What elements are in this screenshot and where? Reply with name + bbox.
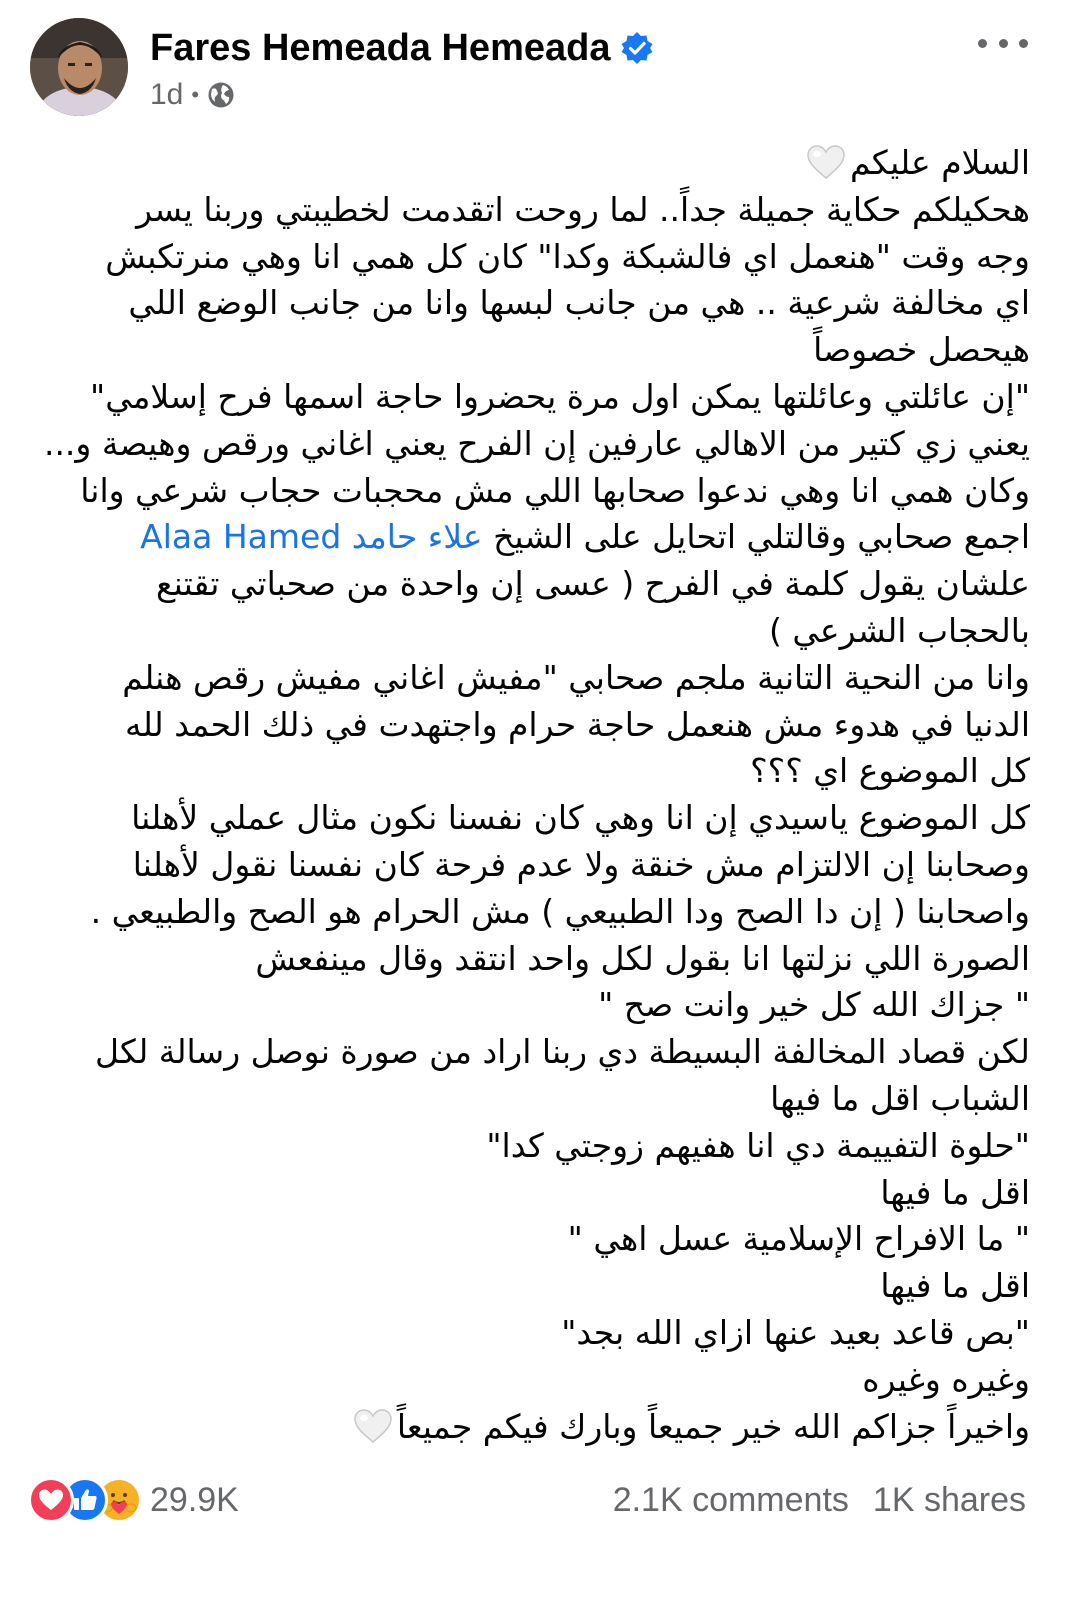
- more-dot: [978, 39, 987, 48]
- post-line: واصحابنا ( إن دا الصح ودا الطبيعي ) مش الحرام هو الصح والطبيعي .: [90, 891, 1030, 931]
- white-heart-emoji-icon: [353, 1408, 393, 1444]
- post-line: اقل ما فيها: [880, 1172, 1030, 1212]
- author-row: [150, 22, 654, 74]
- engagement-stats: [613, 1474, 1026, 1526]
- post-line: بالحجاب الشرعي ): [769, 610, 1030, 650]
- post-line: هحكيلكم حكاية جميلة جداً.. لما روحت اتقدمت لخطيبتي وربنا يسر: [136, 189, 1030, 229]
- avatar-photo: [30, 18, 128, 116]
- author-avatar[interactable]: [30, 18, 128, 116]
- post-line: لكن قصاد المخالفة البسيطة دي ربنا اراد من صورة نوصل رسالة لكل: [95, 1032, 1030, 1072]
- post-line: يعني زي كتير من الاهالي عارفين إن الفرح يعني اغاني ورقص وهيصة و...: [43, 423, 1030, 463]
- post-line: " جزاك الله كل خير وانت صح ": [598, 985, 1030, 1025]
- post-line: اي مخالفة شرعية .. هي من جانب لبسها وانا من جانب الوضع اللي: [128, 283, 1030, 323]
- post-time[interactable]: 1d: [150, 78, 184, 111]
- post-line: وغيره وغيره: [862, 1359, 1030, 1399]
- post-line: علشان يقول كلمة في الفرح ( عسى إن واحدة من صحباتي تقتنع: [156, 564, 1030, 604]
- more-dot: [999, 39, 1008, 48]
- post-line: كل الموضوع ياسيدي إن انا وهي كان نفسنا نكون مثال عملي لأهلنا: [131, 798, 1030, 838]
- post-line: الصورة اللي نزلتها انا بقول لكل واحد انتقد وقال مينفعش: [255, 938, 1030, 978]
- post-line: الدنيا في هدوء مش هنعمل حاجة حرام واجتهدت في ذلك الحمد لله: [125, 704, 1030, 744]
- post-line: واخيراً جزاكم الله خير جميعاً وبارك فيكم جميعاً: [40, 1404, 1030, 1451]
- post-line: " ما الافراح الإسلامية عسل اهي ": [567, 1219, 1030, 1259]
- post-line: اجمع صحابي وقالتلي اتحايل على الشيخ علاء حامد Alaa Hamed: [140, 517, 1030, 557]
- post-line: وجه وقت "هنعمل اي فالشبكة وكدا" كان كل همي انا وهي منرتكبش: [105, 236, 1030, 276]
- mention-link[interactable]: علاء حامد Alaa Hamed: [140, 517, 483, 557]
- post-line: "بص قاعد بعيد عنها ازاي الله بجد": [561, 1312, 1030, 1352]
- more-options-icon[interactable]: [978, 28, 1028, 58]
- post-line: وانا من النحية التانية ملجم صحابي "مفيش اغاني مفيش رقص هنلم: [122, 657, 1030, 697]
- love-reaction-icon: [28, 1477, 74, 1523]
- comments-count[interactable]: 2.1K comments: [612, 1480, 849, 1519]
- meta-separator: •: [191, 82, 200, 107]
- verified-badge-icon: [620, 31, 654, 65]
- more-dot: [1019, 39, 1028, 48]
- post-line: وصحابنا إن الالتزام مش خنقة ولا عدم فرحة كان نفسنا نقول لأهلنا: [132, 844, 1030, 884]
- post-text: [40, 140, 1030, 1450]
- post-line: "إن عائلتي وعائلتها يمكن اول مرة يحضروا حاجة اسمها فرح إسلامي": [90, 376, 1030, 416]
- white-heart-emoji-icon: [806, 144, 846, 180]
- post-line: "حلوة التفييمة دي انا هفيهم زوجتي كدا": [486, 1125, 1030, 1165]
- post-line: هيحصل خصوصاً: [813, 330, 1030, 370]
- shares-count[interactable]: 1K shares: [872, 1480, 1026, 1519]
- post-footer: [0, 1470, 1080, 1530]
- post-line: السلام عليكم: [40, 140, 1030, 187]
- post-line: اقل ما فيها: [880, 1266, 1030, 1306]
- post-line: الشباب اقل ما فيها: [770, 1078, 1030, 1118]
- post-meta: [150, 76, 235, 114]
- post-header: [0, 0, 1080, 130]
- globe-icon: [207, 81, 235, 109]
- post-line: كل الموضوع اي ؟؟؟: [750, 751, 1030, 791]
- author-name[interactable]: Fares Hemeada Hemeada: [150, 26, 611, 69]
- post-line: وكان همي انا وهي ندعوا صحابها اللي مش محجبات حجاب شرعي وانا: [80, 470, 1030, 510]
- reaction-count[interactable]: 29.9K: [150, 1480, 239, 1519]
- reactions-summary[interactable]: [28, 1474, 239, 1526]
